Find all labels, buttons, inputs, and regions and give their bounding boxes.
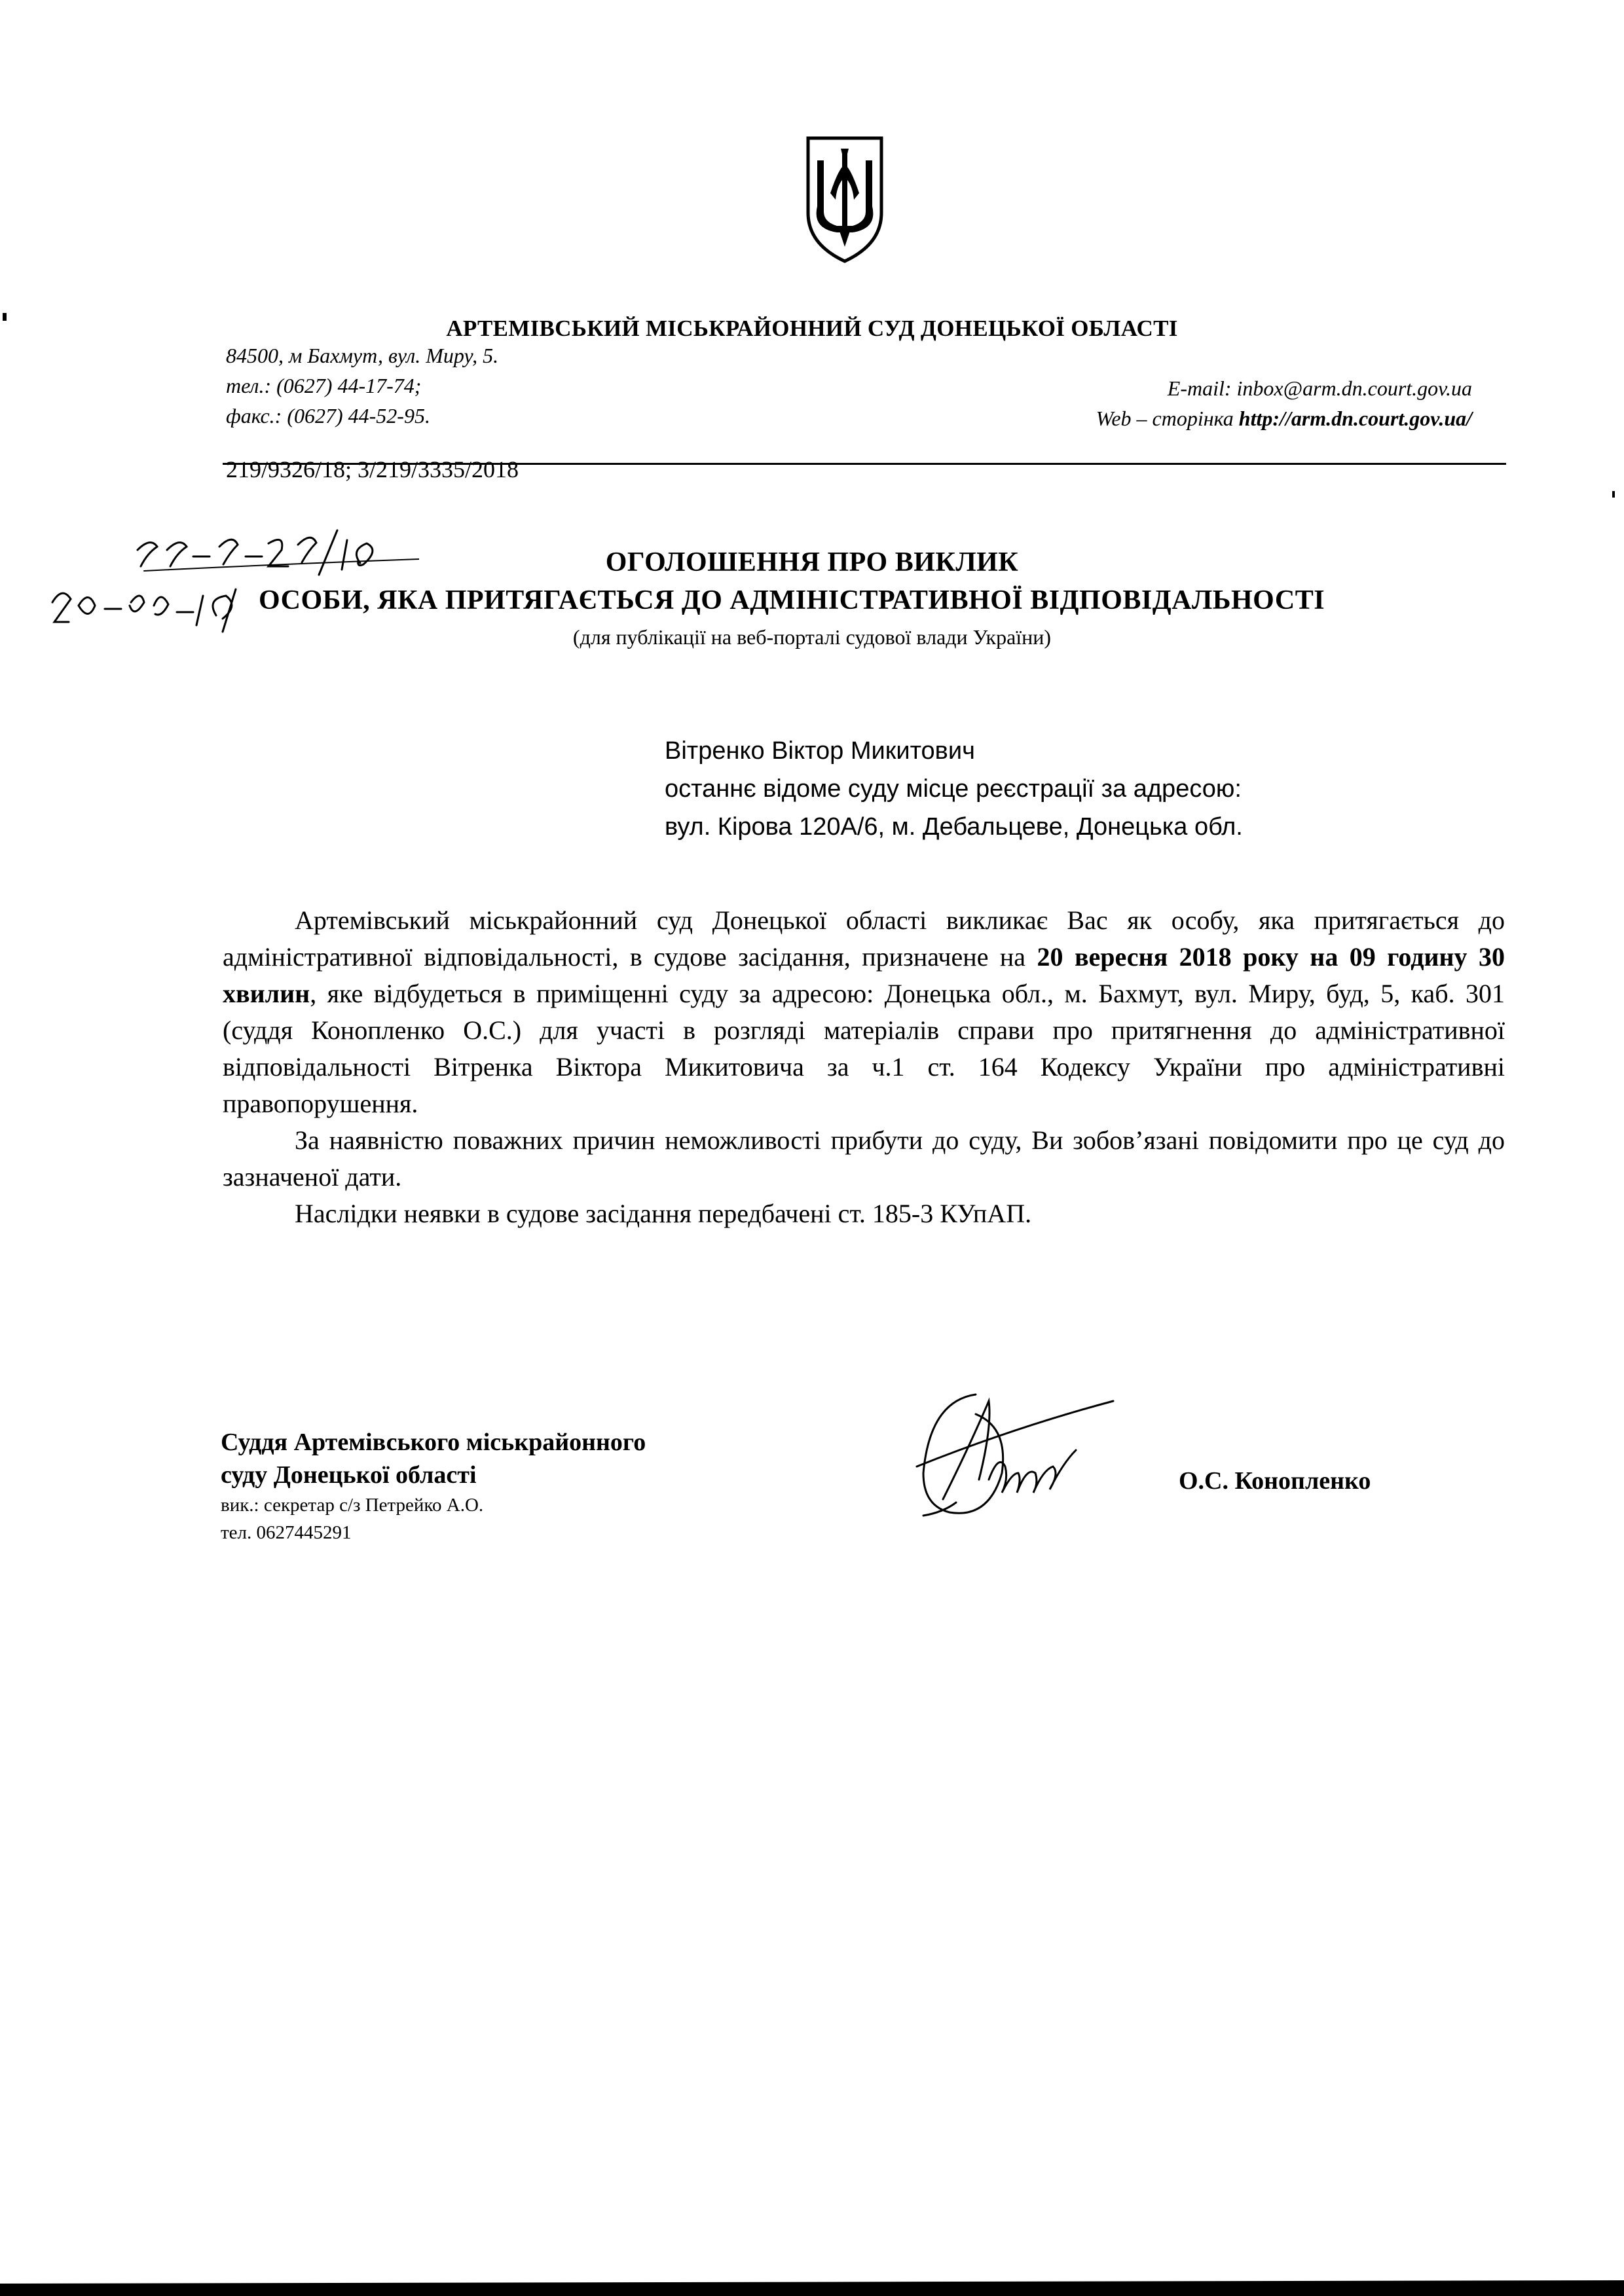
body-paragraph-1	[223, 902, 1505, 1122]
coat-of-arms-emblem	[804, 134, 885, 265]
notice-subtitle: (для публікації на веб-порталі судової влади України)	[572, 625, 1052, 649]
addressee-registration-label: останнє відоме суду місце реєстрації за адресою:	[665, 775, 1242, 803]
signature-block	[221, 1426, 646, 1546]
court-address: 84500, м Бахмут, вул. Миру, 5.	[226, 344, 499, 367]
notice-body	[223, 902, 1505, 1232]
court-email-line	[1096, 373, 1472, 403]
body-paragraph-2: За наявністю поважних причин неможливості прибути до суду, Ви зобов’язані повідомити про це суд до зазначеної дати.	[223, 1125, 1505, 1192]
court-name: АРТЕМІВСЬКИЙ МІСЬКРАЙОННИЙ СУД ДОНЕЦЬКОЇ ОБЛАСТІ	[446, 316, 1178, 341]
judge-title-line2: суду Донецької області	[221, 1461, 477, 1489]
reference-number: 219/9326/18; 3/219/3335/2018	[226, 456, 519, 483]
email-label: E-mail:	[1167, 376, 1237, 400]
addressee-name: Вітренко Віктор Микитович	[665, 737, 975, 765]
web-label: Web – сторінка	[1096, 407, 1239, 430]
body-p1-end: , яке відбудеться в приміщенні суду за адресою: Донецька обл., м. Бахмут, вул. Миру, буд, 5, каб. 301 (суддя Конопленко О.С.) для участі в розгляді матеріалів справи про притягнення до адміністративної відповідальності Вітренка Віктора Микитовича за ч.1 ст. 164 Кодексу України про адміністративні правопорушення.	[223, 979, 1505, 1118]
court-phone: тел.: (0627) 44-17-74;	[226, 374, 422, 397]
court-contacts-left	[226, 340, 498, 431]
court-fax: факс.: (0627) 44-52-95.	[226, 404, 430, 428]
executor-phone: тел. 0627445291	[221, 1522, 352, 1543]
addressee-block	[665, 732, 1243, 846]
body-p1-start: Артемівський міськрайонний суд Донецької області викликає Вас як особу, яка притягається до адміністративної відповідальності, в судове засідання, призначене на	[223, 905, 1505, 972]
body-paragraph-3: Наслідки неявки в судове засідання передбачені ст. 185-3 КУпАП.	[295, 1199, 1032, 1228]
scan-artifact-right	[1612, 491, 1615, 498]
executor-line: вик.: секретар с/з Петрейко А.О.	[221, 1495, 484, 1516]
court-contacts-right	[1096, 373, 1472, 433]
judge-title-line1: Суддя Артемівського міськрайонного	[221, 1429, 646, 1456]
handwritten-signature	[904, 1375, 1126, 1545]
addressee-address: вул. Кірова 120А/6, м. Дебальцеве, Донецька обл.	[665, 813, 1243, 841]
web-value: http://arm.dn.court.gov.ua/	[1238, 407, 1472, 430]
notice-title-line1: ОГОЛОШЕННЯ ПРО ВИКЛИК	[605, 547, 1019, 577]
judge-name: О.С. Конопленко	[1179, 1467, 1371, 1495]
hearing-date-time: 20 вересня 2018 року на 09 годину 30 хвилин	[223, 942, 1505, 1008]
notice-title-line2: ОСОБИ, ЯКА ПРИТЯГАЄТЬСЯ ДО АДМІНІСТРАТИВНОЇ ВІДПОВІДАЛЬНОСТІ	[259, 585, 1325, 615]
scan-artifact-left	[3, 313, 7, 321]
scan-edge-border	[0, 2280, 1624, 2296]
court-web-line	[1096, 403, 1472, 433]
email-value: inbox@arm.dn.court.gov.ua	[1236, 376, 1472, 400]
